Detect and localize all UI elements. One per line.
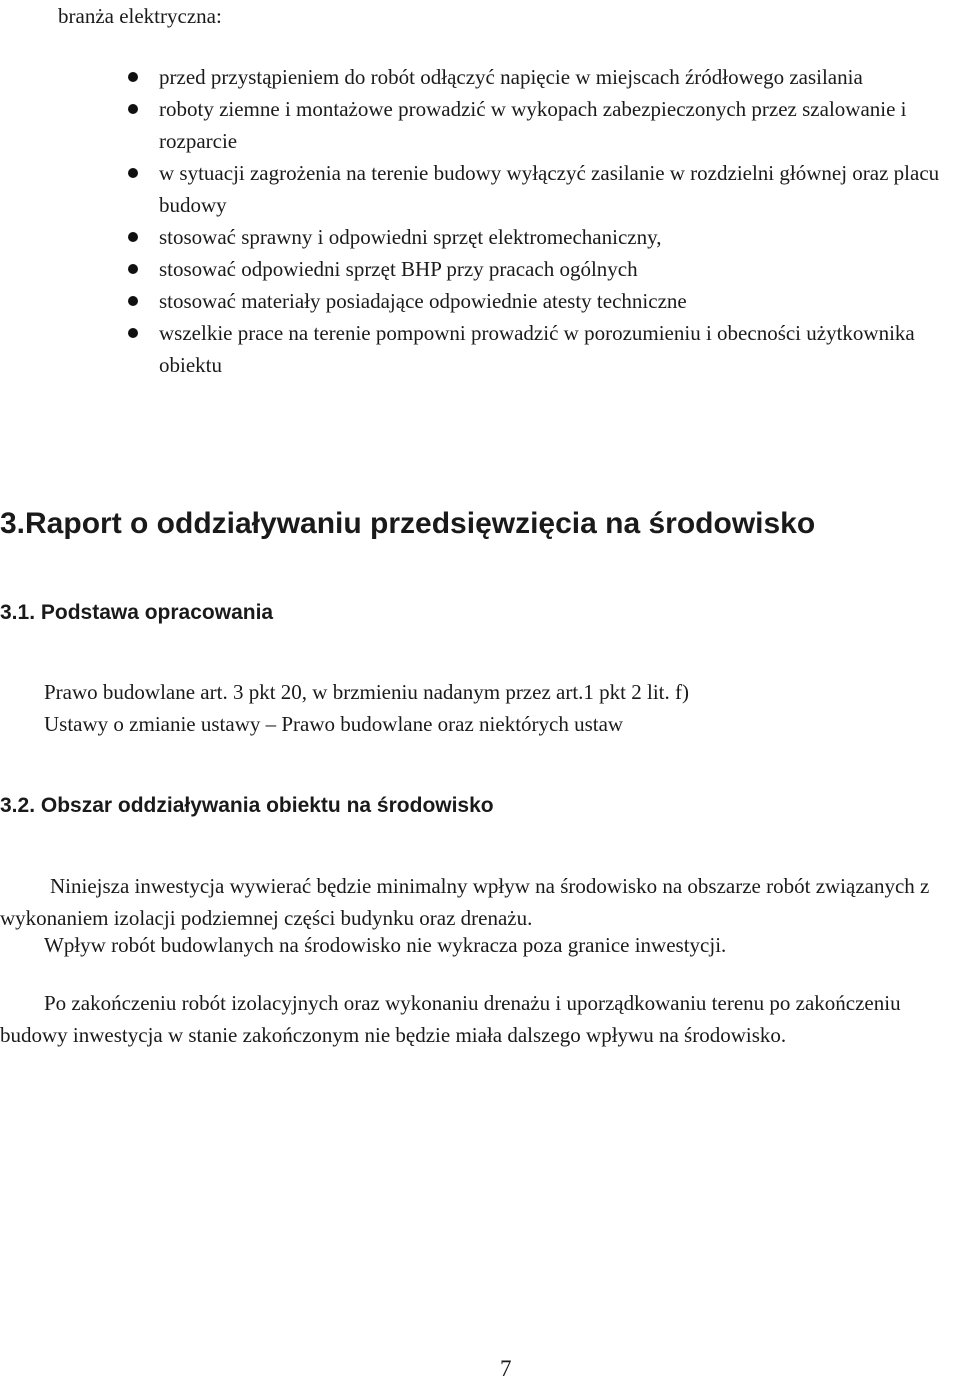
legal-basis-block bbox=[44, 676, 944, 740]
list-item bbox=[0, 93, 949, 157]
list-item-text: w sytuacji zagrożenia na terenie budowy wyłączyć zasilanie w rozdzielni głównej oraz placu budowy bbox=[159, 161, 940, 217]
section-label: branża elektryczna: bbox=[58, 4, 222, 28]
legal-basis-line: Prawo budowlane art. 3 pkt 20, w brzmieniu nadanym przez art.1 pkt 2 lit. f) bbox=[44, 680, 689, 704]
safety-bullet-list bbox=[0, 61, 960, 381]
list-item-text: stosować materiały posiadające odpowiednie atesty techniczne bbox=[159, 289, 687, 313]
bullet-icon bbox=[128, 296, 138, 306]
list-item bbox=[0, 253, 949, 285]
list-item-text: stosować odpowiedni sprzęt BHP przy pracach ogólnych bbox=[159, 257, 638, 281]
list-item bbox=[0, 61, 949, 93]
list-item-text: roboty ziemne i montażowe prowadzić w wykopach zabezpieczonych przez szalowanie i rozparcie bbox=[159, 97, 907, 153]
list-item bbox=[0, 157, 949, 221]
subsection-heading: 3.1. Podstawa opracowania bbox=[0, 601, 274, 624]
body-paragraph: Wpływ robót budowlanych na środowisko nie wykracza poza granice inwestycji. bbox=[44, 933, 727, 957]
bullet-icon bbox=[128, 72, 138, 82]
subsection-heading: 3.2. Obszar oddziaływania obiektu na środowisko bbox=[0, 794, 494, 817]
bullet-icon bbox=[128, 264, 138, 274]
list-item-text: stosować sprawny i odpowiedni sprzęt elektromechaniczny, bbox=[159, 225, 662, 249]
legal-basis-line: Ustawy o zmianie ustawy – Prawo budowlane oraz niektórych ustaw bbox=[44, 712, 624, 736]
bullet-icon bbox=[128, 232, 138, 242]
page-number: 7 bbox=[500, 1356, 512, 1381]
bullet-icon bbox=[128, 328, 138, 338]
list-item bbox=[0, 317, 949, 381]
list-item bbox=[0, 221, 949, 253]
bullet-icon bbox=[128, 168, 138, 178]
body-paragraph: Niniejsza inwestycja wywierać będzie minimalny wpływ na środowisko na obszarze robót związanych z wykonaniem izolacji podziemnej części budynku oraz drenażu. bbox=[0, 874, 930, 930]
section-heading: 3.Raport o oddziaływaniu przedsięwzięcia na środowisko bbox=[0, 507, 816, 540]
list-item-text: wszelkie prace na terenie pompowni prowadzić w porozumieniu i obecności użytkownika obiektu bbox=[159, 321, 915, 377]
bullet-icon bbox=[128, 104, 138, 114]
list-item bbox=[0, 285, 949, 317]
body-paragraph: Po zakończeniu robót izolacyjnych oraz wykonaniu drenażu i uporządkowaniu terenu po zakończeniu budowy inwestycja w stanie zakończonym nie będzie miała dalszego wpływu na środowisko. bbox=[0, 991, 901, 1047]
list-item-text: przed przystąpieniem do robót odłączyć napięcie w miejscach źródłowego zasilania bbox=[159, 65, 863, 89]
